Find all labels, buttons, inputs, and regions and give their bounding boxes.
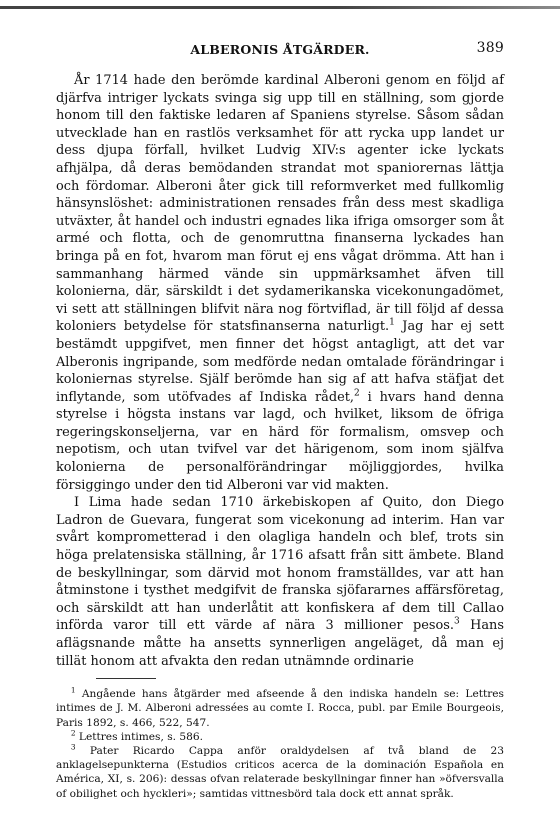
page-number: 389 [476, 40, 504, 56]
footnote-3-text: Pater Ricardo Cappa anför oraldydelsen af två bland de 23 anklagelsepunkterna (Estudios criticos acerca de la dominación Española en América, XI, s. 206): dessas ofvan relaterade beskyllningar finner han »öfversvalla of obilighet och hyckleri»; samtidas vittnesbörd tala dock ett annat språk. [56, 745, 504, 800]
paragraph-2 [56, 494, 504, 670]
footnote-1-marker: 1 [70, 685, 76, 695]
footnote-3 [56, 744, 504, 801]
footnote-2 [56, 730, 504, 744]
footnotes [56, 687, 504, 801]
footnote-ref-3: 3 [454, 617, 460, 628]
paragraph-2-text-2: Hans aflägsnande måtte ha ansetts synnerligen angeläget, då man ej tillät honom att afvakta den redan utnämnde ordinarie [56, 618, 504, 669]
footnote-ref-2: 2 [354, 388, 360, 399]
footnote-1 [56, 687, 504, 730]
footnote-3-marker: 3 [70, 742, 76, 752]
paragraph-1-text: År 1714 hade den berömde kardinal Alberoni genom en följd af djärfva intriger lyckats svinga sig upp till en ställning, som gjorde honom till den faktiske ledaren af Spaniens styrelse. Såsom sådan utvecklade han en rastlös verksamhet för att rycka upp landet ur dess djupa förfall, hvilket Ludvig XIV:s agenter icke lyckats afhjälpa, då deras bemödanden strandat mot spaniorernas lättja och fördomar. Alberoni åter gick till reformverket med fullkomlig hänsynslöshet: administrationen rensades från dess mest skadliga utväxter, åt handel och industri egnades lika ifriga omsorger som åt armé och flotta, och de genomruttna finanserna lyckades han bringa på en fot, hvarom man förut ej ens vågat drömma. Att han i sammanhang härmed vände sin uppmärksamhet äfven till kolonierna, där, särskildt i det sydamerikanska vicekonungadömet, vi sett att ställningen blifvit nära nog förtviflad, är till följd af dessa koloniers betydelse för statsfinanserna naturligt. [56, 73, 504, 335]
page-body [56, 72, 504, 801]
footnote-2-text: Lettres intimes, s. 586. [78, 730, 203, 743]
footnote-divider [96, 678, 156, 679]
paragraph-1 [56, 72, 504, 494]
paragraph-1-text-2: Jag har ej sett bestämdt uppgifvet, men finner det högst antagligt, att det var Alberonis ingripande, som medförde nedan omtalade förändringar i koloniernas styrelse. Själf berömde han sig af att hafva stäfjat det inflytande, som utöfvades af Indiska rådet, [56, 319, 504, 405]
scan-edge-line [0, 6, 560, 9]
page-header [56, 42, 504, 62]
footnote-ref-1: 1 [389, 318, 395, 329]
paragraph-2-text: I Lima hade sedan 1710 ärkebiskopen af Quito, don Diego Ladron de Guevara, fungerat som vicekonung ad interim. Han var svårt komprometterad i den olagliga handeln och blef, trots sin höga prelatensiska ställning, år 1716 afsatt från sitt ämbete. Bland de beskyllningar, som därvid mot honom framställdes, var att han åtminstone i tysthet medgifvit de franska sjöfararnes affärsföretag, och särskildt att han underlåtit att konfiskera af dem till Callao införda varor till ett värde af nära 3 millioner pesos. [56, 495, 504, 634]
footnote-1-text: Angående hans åtgärder med afseende å den indiska handeln se: Lettres intimes de J. M. Alberoni adressées au comte I. Rocca, publ. par Emile Bourgeois, Paris 1892, s. 466, 522, 547. [56, 688, 504, 729]
footnote-2-marker: 2 [70, 728, 76, 738]
running-title: ALBERONIS ÅTGÄRDER. [190, 42, 370, 57]
paragraph-1-text-3: i hvars hand denna styrelse i högsta instans var lagd, och hvilket, liksom de öfriga regeringskonseljerna, var en härd för formalism, omsvep och nepotism, och utan tvifvel var det härigenom, som inom själfva kolonierna de personalförändringar möjliggjordes, hvilka försiggingo under den tid Alberoni var vid makten. [56, 389, 504, 493]
